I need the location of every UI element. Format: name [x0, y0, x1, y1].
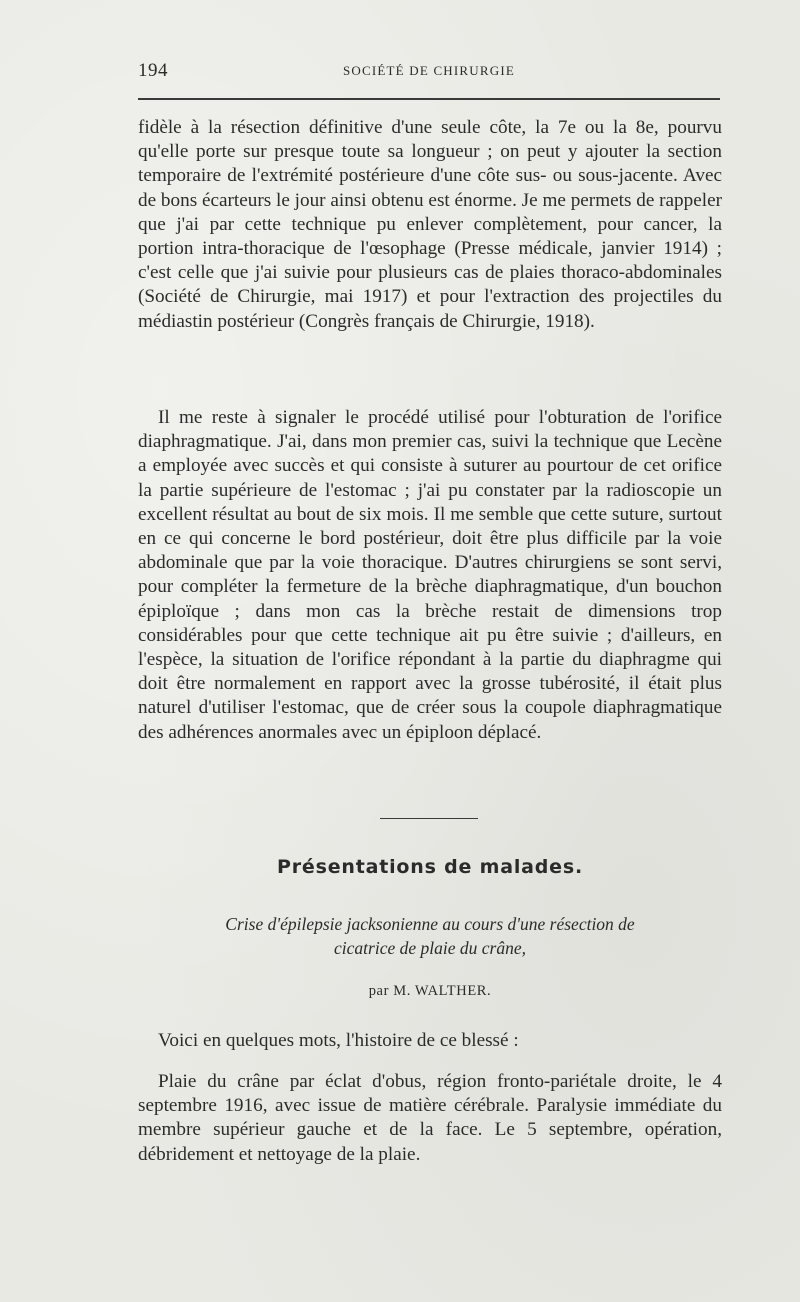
paragraph-text: fidèle à la résection définitive d'une seule côte, la 7e ou la 8e, pourvu qu'elle porte sur presque toute sa longueur ; on peut y ajouter la section temporaire de l'extrémité postérieure d'une côte sus- ou sous-jacente. Avec de bons écarteurs le jour ainsi obtenu est énorme. Je me permets de rappeler que j'ai par cette technique pu enlever complètement, pour cancer, la portion intra-thoracique de l'œsophage (Presse médicale, janvier 1914) ; c'est celle que j'ai suivie pour plusieurs cas de plaies thoraco-abdominales (Société de Chirurgie, mai 1917) et pour l'extraction des projectiles du médiastin postérieur (Congrès français de Chirurgie, 1918).	[138, 117, 722, 332]
author-line: par M. WALTHER.	[368, 983, 492, 999]
header-rule	[138, 98, 720, 100]
case-title-line: Crise d'épilepsie jacksonienne au cours d'une résection de	[225, 914, 635, 934]
paragraph-case-history	[138, 1070, 722, 1167]
case-title	[138, 912, 722, 960]
section-divider	[380, 818, 478, 819]
paragraph-text: Plaie du crâne par éclat d'obus, région fronto-pariétale droite, le 4 septembre 1916, avec issue de matière cérébrale. Paralysie immédiate du membre supérieur gauche et de la face. Le 5 septembre, opération, débridement et nettoyage de la plaie.	[138, 1071, 722, 1165]
paragraph-text: Il me reste à signaler le procédé utilisé pour l'obturation de l'orifice diaphragmatique. J'ai, dans mon premier cas, suivi la technique que Lecène a employée avec succès et qui consiste à suturer au pourtour de cet orifice la partie supérieure de l'estomac ; j'ai pu constater par la radioscopie un excellent résultat au bout de six mois. Il me semble que cette suture, surtout en ce qui concerne le bord postérieur, doit être plus difficile par la voie abdominale que par la voie thoracique. D'autres chirurgiens se sont servi, pour compléter la fermeture de la brèche diaphragmatique, d'un bouchon épiploïque ; dans mon cas la brèche restait de dimensions trop considérables pour que cette technique ait pu être suivie ; d'ailleurs, en l'espèce, la situation de l'orifice répondant à la partie du diaphragme qui doit être normalement en rapport avec la grosse tubérosité, il était plus naturel d'utiliser l'estomac, que de créer sous la coupole diaphragmatique des adhérences anormales avec un épiploon déplacé.	[138, 407, 722, 743]
running-head	[138, 60, 720, 90]
journal-title: SOCIÉTÉ DE CHIRURGIE	[342, 63, 516, 78]
page-number: 194	[138, 60, 168, 81]
paragraph-diaphragm-closure	[138, 406, 722, 745]
paragraph-intro	[138, 1029, 722, 1053]
paragraph-text: Voici en quelques mots, l'histoire de ce blessé :	[158, 1030, 519, 1051]
section-heading: Présentations de malades.	[277, 856, 583, 878]
case-title-line: cicatrice de plaie du crâne,	[334, 938, 526, 958]
paragraph-thoracic-technique	[138, 116, 722, 334]
